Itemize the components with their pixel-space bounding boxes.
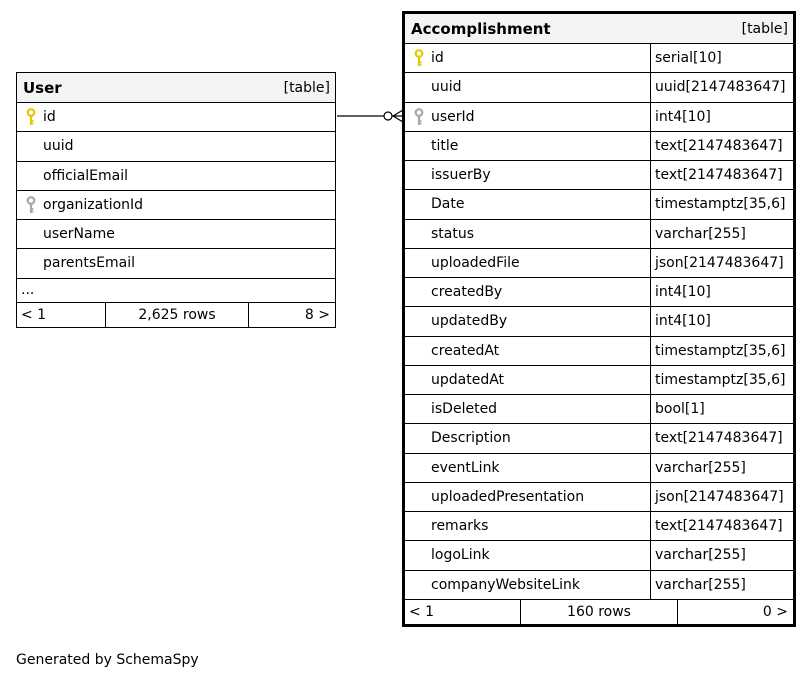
column-type: text[2147483647] xyxy=(650,512,793,540)
column-name xyxy=(17,103,335,131)
foreign-key-icon xyxy=(25,196,37,214)
column-name xyxy=(405,220,650,248)
column-name xyxy=(405,307,650,335)
column-type: int4[10] xyxy=(650,307,793,335)
column-type: varchar[255] xyxy=(650,541,793,569)
column-name-text: isDeleted xyxy=(431,401,498,418)
column-name-text: uuid xyxy=(43,138,74,155)
table-name: Accomplishment xyxy=(411,19,551,38)
column-row[interactable] xyxy=(17,162,335,191)
column-name xyxy=(405,249,650,277)
column-name-text: Description xyxy=(431,430,511,447)
column-name xyxy=(17,191,335,219)
column-name-text: parentsEmail xyxy=(43,255,136,272)
column-name xyxy=(405,541,650,569)
column-name xyxy=(17,220,335,248)
column-row[interactable] xyxy=(405,103,793,132)
column-name xyxy=(17,132,335,160)
column-type: text[2147483647] xyxy=(650,132,793,160)
column-row[interactable] xyxy=(405,249,793,278)
column-row[interactable] xyxy=(17,191,335,220)
column-name xyxy=(405,73,650,101)
column-row[interactable] xyxy=(405,395,793,424)
column-row[interactable] xyxy=(405,190,793,219)
column-row[interactable] xyxy=(405,44,793,73)
user-columns xyxy=(17,103,335,279)
children-count: 8 > xyxy=(304,306,330,323)
column-name-text: userName xyxy=(43,226,115,243)
column-row[interactable] xyxy=(17,249,335,278)
generated-by-credit: Generated by SchemaSpy xyxy=(16,652,199,668)
column-row[interactable] xyxy=(405,132,793,161)
table-kind: [table] xyxy=(741,20,788,37)
column-row[interactable] xyxy=(405,541,793,570)
table-name: User xyxy=(23,78,62,97)
column-name xyxy=(405,571,650,599)
column-type: int4[10] xyxy=(650,278,793,306)
column-name-text: title xyxy=(431,137,459,154)
column-type: timestamptz[35,6] xyxy=(650,190,793,218)
column-name xyxy=(17,249,335,277)
column-name-text: uploadedPresentation xyxy=(431,488,585,505)
user-table-header xyxy=(17,73,335,103)
column-name xyxy=(405,395,650,423)
column-name xyxy=(405,512,650,540)
optional-marker xyxy=(384,112,392,120)
column-row[interactable] xyxy=(405,454,793,483)
column-type: serial[10] xyxy=(650,44,793,72)
column-name-text: remarks xyxy=(431,518,489,535)
column-type: uuid[2147483647] xyxy=(650,73,793,101)
column-row[interactable] xyxy=(405,337,793,366)
row-count: 2,625 rows xyxy=(106,303,249,327)
column-name xyxy=(405,44,650,72)
user-table-footer xyxy=(17,303,335,327)
column-name xyxy=(405,424,650,452)
column-name-text: officialEmail xyxy=(43,167,128,184)
column-type: timestamptz[35,6] xyxy=(650,337,793,365)
column-name-text: updatedAt xyxy=(431,371,505,388)
column-row[interactable] xyxy=(405,512,793,541)
primary-key-icon xyxy=(413,49,425,67)
more-columns-ellipsis: ... xyxy=(17,279,335,303)
column-type: json[2147483647] xyxy=(650,249,793,277)
column-name-text: uploadedFile xyxy=(431,254,520,271)
column-type: varchar[255] xyxy=(650,454,793,482)
column-name-text: id xyxy=(43,109,56,126)
foreign-key-icon xyxy=(413,108,425,126)
row-count: 160 rows xyxy=(521,600,678,624)
primary-key-icon xyxy=(25,108,37,126)
column-name-text: updatedBy xyxy=(431,313,508,330)
column-row[interactable] xyxy=(405,278,793,307)
column-name xyxy=(405,161,650,189)
column-name-text: createdAt xyxy=(431,342,500,359)
column-name-text: companyWebsiteLink xyxy=(431,576,581,593)
accomplishment-columns xyxy=(405,44,793,600)
accomplishment-table-header xyxy=(405,14,793,44)
column-name-text: uuid xyxy=(431,79,462,96)
column-type: json[2147483647] xyxy=(650,483,793,511)
column-row[interactable] xyxy=(17,103,335,132)
column-name-text: id xyxy=(431,50,444,67)
column-row[interactable] xyxy=(405,483,793,512)
column-name xyxy=(405,132,650,160)
user-table[interactable] xyxy=(16,72,336,328)
column-name-text: logoLink xyxy=(431,547,490,564)
column-row[interactable] xyxy=(405,161,793,190)
column-name xyxy=(405,483,650,511)
column-name xyxy=(17,162,335,190)
column-type: int4[10] xyxy=(650,103,793,131)
column-name-text: status xyxy=(431,225,475,242)
column-name xyxy=(405,366,650,394)
column-name-text: Date xyxy=(431,196,465,213)
column-row[interactable] xyxy=(17,132,335,161)
parents-count: < 1 xyxy=(405,600,521,624)
column-name-text: organizationId xyxy=(43,196,144,213)
column-name-text: userId xyxy=(431,108,475,125)
column-name xyxy=(405,278,650,306)
column-name xyxy=(405,337,650,365)
column-row[interactable] xyxy=(405,571,793,600)
column-row[interactable] xyxy=(405,73,793,102)
column-type: timestamptz[35,6] xyxy=(650,366,793,394)
column-name xyxy=(405,190,650,218)
column-type: varchar[255] xyxy=(650,571,793,599)
column-type: bool[1] xyxy=(650,395,793,423)
column-name-text: createdBy xyxy=(431,284,503,301)
column-row[interactable] xyxy=(405,424,793,453)
column-row[interactable] xyxy=(17,220,335,249)
column-type: varchar[255] xyxy=(650,220,793,248)
column-name-text: eventLink xyxy=(431,459,500,476)
column-row[interactable] xyxy=(405,220,793,249)
column-type: text[2147483647] xyxy=(650,161,793,189)
accomplishment-table-footer xyxy=(405,600,793,624)
column-name xyxy=(405,103,650,131)
parents-count: < 1 xyxy=(17,303,106,327)
table-kind: [table] xyxy=(283,79,330,96)
accomplishment-table[interactable] xyxy=(402,11,796,627)
column-row[interactable] xyxy=(405,366,793,395)
column-name xyxy=(405,454,650,482)
children-count: 0 > xyxy=(762,603,788,620)
column-name-text: issuerBy xyxy=(431,167,491,184)
column-type: text[2147483647] xyxy=(650,424,793,452)
column-row[interactable] xyxy=(405,307,793,336)
